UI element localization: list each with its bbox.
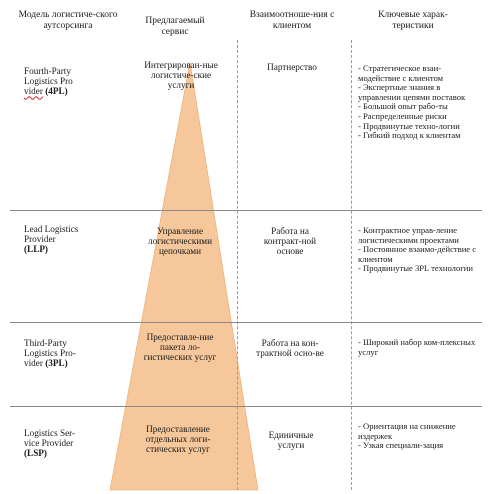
characteristics-list (358, 226, 478, 274)
row-divider (10, 322, 482, 323)
relationship-text: Работа на кон-трактной осно-ве (256, 338, 324, 359)
list-item: - Постоянное взаимо-действие с клиентом (358, 244, 477, 264)
column-divider (351, 40, 352, 490)
model-name: Logistics Ser- vice Provider (LSP) (24, 428, 76, 459)
header-service: Предлагаемый сервис (145, 16, 205, 37)
list-item: - Стратегическое взаи-модействие с клиентом (358, 63, 444, 83)
list-item: - Контрактное управ-ление логистическими проектами (358, 225, 459, 245)
row-divider (10, 210, 482, 211)
list-item: - Ориентация на снижение издержек (358, 421, 456, 441)
service-text: Интегрирован-ные логистиче-ские услуги (144, 60, 218, 91)
model-name: Third-Party Logistics Pro- vider (3PL) (24, 338, 76, 369)
list-item: - Экспертные знания в управлении цепями поставок (358, 82, 466, 102)
list-item: - Широкий набор ком-плексных услуг (358, 337, 476, 357)
model-name: Fourth-Party Logistics Pro vider (4PL) (24, 66, 73, 97)
list-item: - Продвинутые 3PL технологии (358, 263, 473, 274)
list-item: - Узкая специали-зация (358, 440, 444, 451)
row-divider (10, 406, 482, 407)
header-relationship: Взаимоотноше-ния с клиентом (249, 10, 335, 31)
header-characteristics: Ключевые харак-теристики (378, 10, 448, 31)
characteristics-list (358, 422, 478, 451)
list-item: - Продвинутые техно-логии (358, 120, 460, 131)
service-text: Предоставле-ние пакета ло-гистических услуг (143, 332, 217, 363)
model-name: Lead Logistics Provider (LLP) (24, 224, 79, 255)
characteristics-list (358, 338, 478, 357)
list-item: - Гибкий подход к клиентам (358, 130, 461, 141)
column-divider (237, 40, 238, 490)
relationship-text: Единичные услуги (268, 430, 314, 451)
list-item: - Распределенные риски (358, 110, 447, 121)
header-model: Модель логистиче-ского аутсорсинга (18, 10, 118, 31)
list-item: - Большой опыт рабо-ты (358, 101, 448, 112)
characteristics-list (358, 64, 478, 141)
relationship-text: Партнерство (267, 62, 317, 72)
service-text: Предоставление отдельных логи-стических услуг (145, 424, 211, 455)
relationship-text: Работа на контракт-ной основе (263, 226, 317, 257)
service-text: Управление логистическими цепочками (148, 226, 212, 257)
